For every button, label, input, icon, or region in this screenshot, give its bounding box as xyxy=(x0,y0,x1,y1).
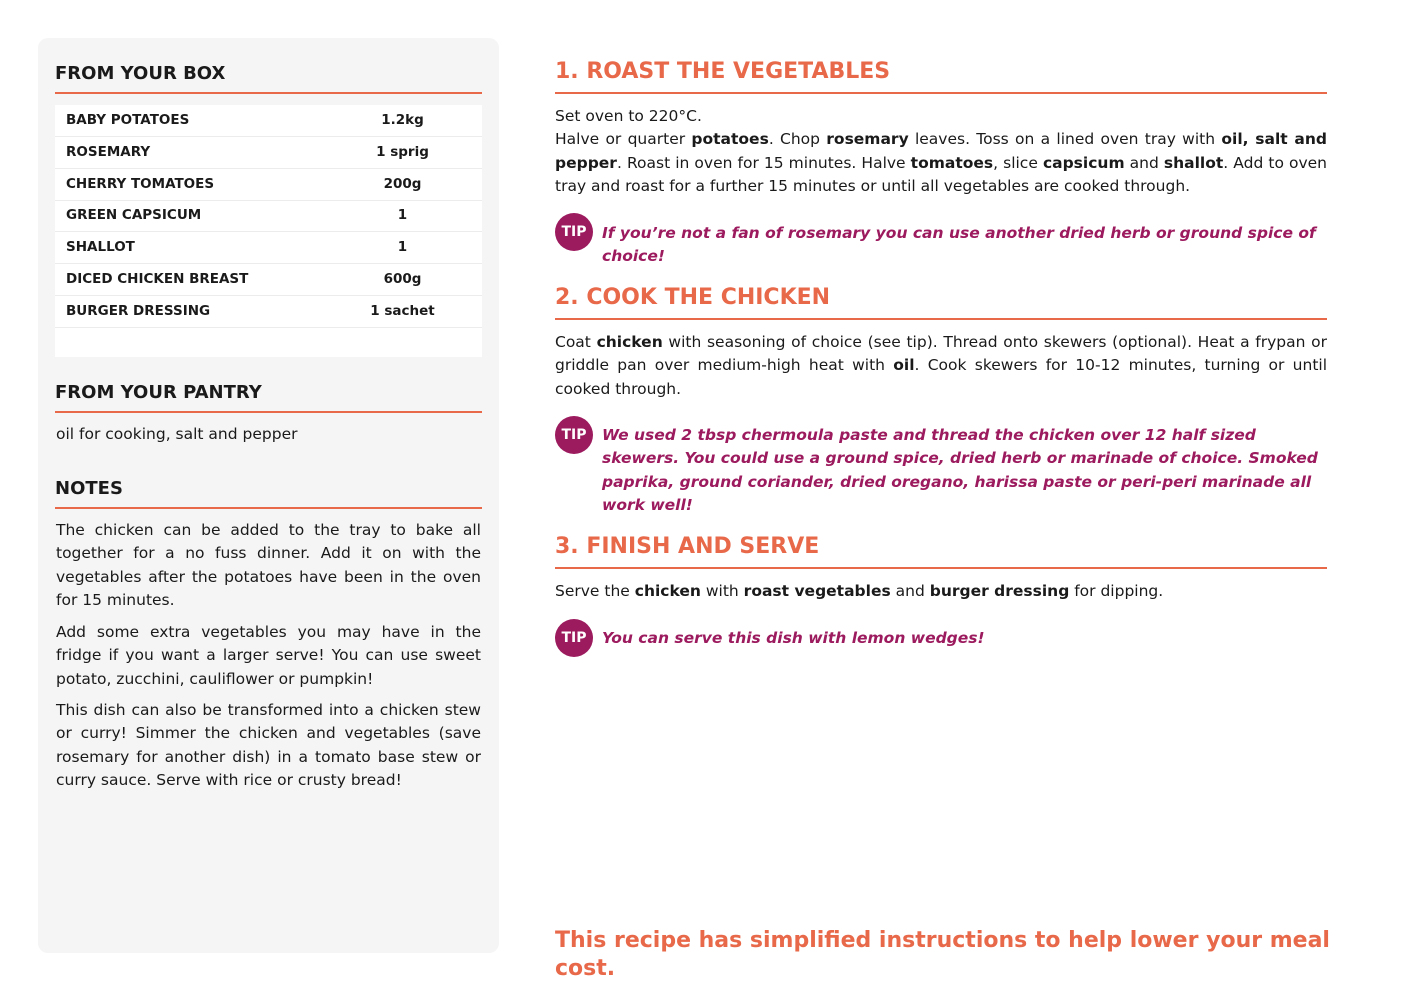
bold-ingredient: rosemary xyxy=(826,130,909,149)
ingredient-qty: 1.2kg xyxy=(381,112,424,128)
ingredient-qty: 200g xyxy=(383,176,422,192)
bold-ingredient: capsicum xyxy=(1042,153,1125,172)
table-row xyxy=(55,169,482,201)
step-1-tip: If you’re not a fan of rosemary you can use another dried herb or ground spice of choice! xyxy=(602,224,1316,266)
ingredient-name: ROSEMARY xyxy=(66,144,151,160)
step-3-body xyxy=(555,580,1327,603)
step-3-heading: 3. FINISH AND SERVE xyxy=(555,533,1327,569)
footer-note: This recipe has simplified instructions to help lower your meal cost. xyxy=(555,928,1330,981)
instruction-text: leaves. Toss on a lined oven tray with xyxy=(908,130,1222,149)
bold-ingredient: shallot xyxy=(1163,153,1224,172)
notes-heading: NOTES xyxy=(55,477,482,509)
note-paragraph: The chicken can be added to the tray to bake all together for a no fuss dinner. Add it on with the vegetables after the potatoes have been in the oven for 15 minutes. xyxy=(56,521,481,609)
instruction-text: . Add to oven tray and roast for a further 15 minutes or until all vegetables are cooked through. xyxy=(555,153,1328,195)
table-row xyxy=(55,264,482,296)
from-your-box-heading: FROM YOUR BOX xyxy=(55,62,482,94)
ingredient-name: CHERRY TOMATOES xyxy=(66,176,215,192)
instruction-text: Coat xyxy=(555,333,597,351)
step-2-tip: We used 2 tbsp chermoula paste and thread the chicken over 12 half sized skewers. You could use a ground spice, dried herb or marinade of choice. Smoked paprika, ground coriander, dried oregano, harissa paste or peri-peri marinade all work well! xyxy=(602,426,1318,514)
instruction-text: Serve the xyxy=(555,582,635,600)
from-your-pantry-heading: FROM YOUR PANTRY xyxy=(55,381,482,413)
ingredient-name: SHALLOT xyxy=(66,239,135,255)
step-1-body xyxy=(555,128,1327,198)
ingredient-name: BABY POTATOES xyxy=(66,112,190,128)
bold-ingredient: oil xyxy=(893,356,915,375)
bold-ingredient: potatoes xyxy=(691,130,769,149)
step-1-oven-line: Set oven to 220°C. xyxy=(555,107,702,125)
instruction-text: . Cook skewers for 10-12 minutes, turning or until cooked through. xyxy=(555,356,1328,398)
step-2-body xyxy=(555,331,1327,401)
ingredient-qty: 1 xyxy=(397,239,408,255)
step-2-heading: 2. COOK THE CHICKEN xyxy=(555,284,1327,320)
instruction-text: for dipping. xyxy=(1069,582,1164,600)
ingredients-table xyxy=(55,105,482,357)
step-2-instructions xyxy=(555,331,1327,401)
instruction-text: and xyxy=(1124,153,1164,172)
bold-ingredient: tomatoes xyxy=(910,153,994,172)
bold-ingredient: roast vegetables xyxy=(743,582,891,600)
table-row xyxy=(55,296,482,328)
instruction-text: . Chop xyxy=(768,130,827,149)
ingredient-qty: 1 sachet xyxy=(370,303,435,319)
instruction-text: with xyxy=(700,582,744,600)
ingredient-name: GREEN CAPSICUM xyxy=(66,207,202,223)
table-row xyxy=(55,105,482,137)
ingredient-qty: 1 sprig xyxy=(376,144,429,160)
ingredients-sidebar xyxy=(38,38,499,953)
pantry-list: oil for cooking, salt and pepper xyxy=(56,425,298,443)
step-1-heading: 1. ROAST THE VEGETABLES xyxy=(555,58,1327,94)
note-paragraph: Add some extra vegetables you may have in the fridge if you want a larger serve! You can use sweet potato, zucchini, cauliflower or pumpkin! xyxy=(56,623,481,688)
step-3-instructions xyxy=(555,580,1327,603)
tip-badge: TIP xyxy=(555,416,593,454)
table-row xyxy=(55,137,482,169)
instruction-text: Halve or quarter xyxy=(555,130,692,149)
instruction-text: with seasoning of choice (see tip). Thread onto skewers (optional). Heat a frypan or griddle pan over medium-high heat with xyxy=(555,333,1327,375)
instruction-text: and xyxy=(890,582,930,600)
ingredient-name: DICED CHICKEN BREAST xyxy=(66,271,249,287)
bold-ingredient: oil, salt and pepper xyxy=(555,130,1328,172)
step-3-tip: You can serve this dish with lemon wedges! xyxy=(602,629,985,647)
ingredient-name: BURGER DRESSING xyxy=(66,303,211,319)
table-row xyxy=(55,232,482,264)
bold-ingredient: chicken xyxy=(634,582,701,600)
instruction-text: , slice xyxy=(993,153,1043,172)
tip-badge: TIP xyxy=(555,213,593,251)
note-paragraph: This dish can also be transformed into a chicken stew or curry! Simmer the chicken and vegetables (save rosemary for another dish) in a tomato base stew or curry sauce. Serve with rice or crusty bread! xyxy=(56,701,481,789)
bold-ingredient: burger dressing xyxy=(929,582,1070,600)
table-row xyxy=(55,200,482,232)
instruction-text: . Roast in oven for 15 minutes. Halve xyxy=(616,153,911,172)
step-1-instructions xyxy=(555,105,1327,198)
ingredient-qty: 600g xyxy=(383,271,422,287)
bold-ingredient: chicken xyxy=(596,333,663,351)
tip-badge: TIP xyxy=(555,619,593,657)
ingredient-qty: 1 xyxy=(397,207,408,223)
